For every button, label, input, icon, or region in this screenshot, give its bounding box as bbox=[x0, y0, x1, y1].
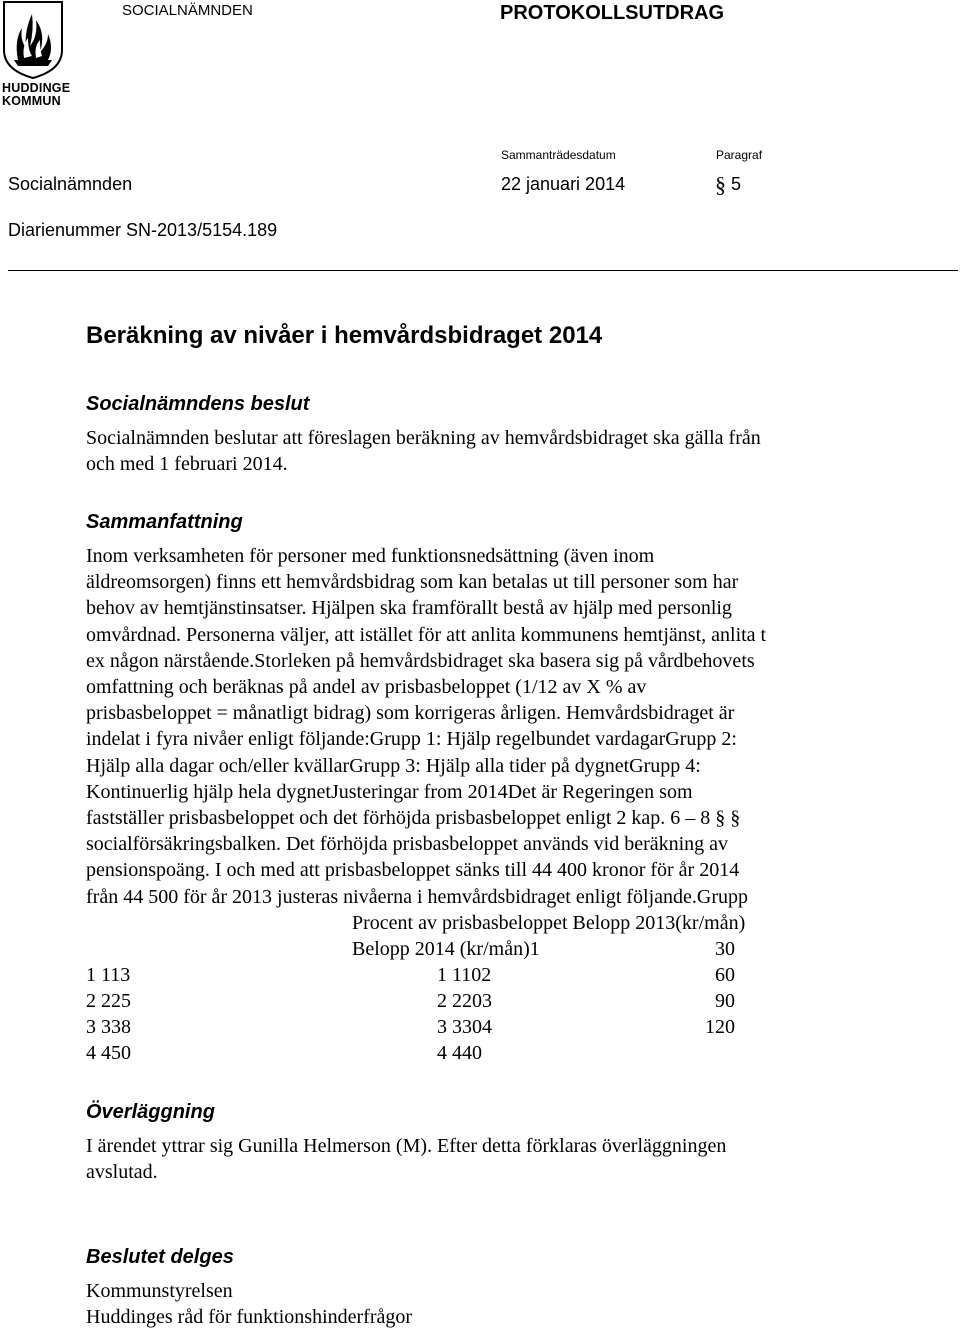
deliberation-line: avslutad. bbox=[86, 1161, 158, 1184]
table-header-line-1: Procent av prisbasbeloppet Belopp 2013(kr/mån) bbox=[352, 912, 746, 934]
paragraph-number: 5 bbox=[731, 174, 742, 194]
municipality-logo bbox=[0, 0, 70, 108]
deliberation-text bbox=[86, 1133, 886, 1185]
date-label: Sammanträdesdatum bbox=[501, 148, 616, 162]
table-cell: 4 440 bbox=[437, 1042, 482, 1064]
summary-line: pensionspoäng. I och med att prisbasbeloppet sänks till 44 400 kronor för år 2014 bbox=[86, 859, 740, 882]
table-cell: 2 225 bbox=[86, 990, 131, 1012]
table-cell: 4 450 bbox=[86, 1042, 131, 1064]
decision-line: Socialnämnden beslutar att föreslagen beräkning av hemvårdsbidraget ska gälla från bbox=[86, 427, 761, 449]
summary-line: socialförsäkringsbalken. Det förhöjda prisbasbeloppet används vid beräkning av bbox=[86, 833, 729, 856]
summary-line: behov av hemtjänstinsatser. Hjälpen ska framförallt bestå av hjälp med personlig bbox=[86, 597, 732, 620]
page-title: Beräkning av nivåer i hemvårdsbidraget 2014 bbox=[86, 322, 603, 349]
table-cell: 3 3304 bbox=[437, 1016, 492, 1038]
distribution-heading: Beslutet delges bbox=[86, 1246, 234, 1268]
decision-heading: Socialnämndens beslut bbox=[86, 393, 310, 415]
summary-line: Hjälp alla dagar och/eller kvällarGrupp 3: Hjälp alla tider på dygnetGrupp 4: bbox=[86, 754, 701, 777]
distribution-list bbox=[86, 1278, 886, 1330]
table-cell: 1 113 bbox=[86, 964, 131, 986]
table-cell: 2 2203 bbox=[437, 990, 492, 1012]
summary-line: fastställer prisbasbeloppet och det förhöjda prisbasbeloppet enligt 2 kap. 6 – 8 § § bbox=[86, 807, 741, 830]
table-cell: 1 1102 bbox=[437, 964, 492, 986]
header-doc-type: PROTOKOLLSUTDRAG bbox=[500, 2, 725, 24]
decision-line: och med 1 februari 2014. bbox=[86, 453, 288, 476]
table-cell: 60 bbox=[715, 964, 735, 986]
summary-line: från 44 500 för år 2013 justeras nivåerna i hemvårdsbidraget enligt följande.Grupp bbox=[86, 885, 749, 908]
summary-line: Inom verksamheten för personer med funktionsnedsättning (även inom bbox=[86, 545, 655, 567]
logo-text-line-1: HUDDINGE bbox=[2, 81, 71, 95]
deliberation-heading: Överläggning bbox=[86, 1101, 215, 1123]
huddinge-crest-icon bbox=[0, 0, 66, 80]
summary-line: prisbasbeloppet = månatligt bidrag) som korrigeras årligen. Hemvårdsbidraget är bbox=[86, 702, 735, 725]
summary-line: omvårdnad. Personerna väljer, att istället för att anlita kommunens hemtjänst, anlita t bbox=[86, 623, 767, 646]
paragraph-label: Paragraf bbox=[716, 148, 763, 162]
logo-text-line-2: KOMMUN bbox=[2, 94, 61, 108]
table-cell: 120 bbox=[705, 1016, 735, 1038]
diary-number: Diarienummer SN-2013/5154.189 bbox=[8, 220, 278, 240]
summary-line: indelat i fyra nivåer enligt följande:Grupp 1: Hjälp regelbundet vardagarGrupp 2: bbox=[86, 728, 737, 751]
distribution-recipient: Huddinges råd för funktionshinderfrågor bbox=[86, 1306, 413, 1329]
summary-line: ex någon närstående.Storleken på hemvårdsbidraget ska basera sig på vårdbehovets bbox=[86, 649, 755, 672]
table-header-value: 30 bbox=[715, 938, 735, 960]
decision-text bbox=[86, 425, 886, 477]
table-cell: 90 bbox=[715, 990, 735, 1012]
distribution-recipient: Kommunstyrelsen bbox=[86, 1280, 233, 1302]
paragraph-sign: § bbox=[715, 172, 726, 197]
deliberation-line: I ärendet yttrar sig Gunilla Helmerson (M). Efter detta förklaras överläggningen bbox=[86, 1135, 727, 1157]
summary-line: äldreomsorgen) finns ett hemvårdsbidrag som kan betalas ut till personer som har bbox=[86, 571, 739, 594]
header-org: SOCIALNÄMNDEN bbox=[122, 2, 253, 19]
summary-line: Kontinuerlig hjälp hela dygnetJusteringar from 2014Det är Regeringen som bbox=[86, 780, 693, 803]
meeting-date: 22 januari 2014 bbox=[501, 174, 626, 194]
table-cell: 3 338 bbox=[86, 1016, 131, 1038]
meeting-body: Socialnämnden bbox=[8, 174, 133, 194]
summary-text bbox=[86, 543, 886, 910]
header-divider bbox=[8, 270, 958, 271]
table-header-line-2: Belopp 2014 (kr/mån)1 bbox=[352, 938, 540, 960]
summary-heading: Sammanfattning bbox=[86, 511, 243, 533]
summary-line: omfattning och beräknas på andel av prisbasbeloppet (1/12 av X % av bbox=[86, 676, 647, 699]
